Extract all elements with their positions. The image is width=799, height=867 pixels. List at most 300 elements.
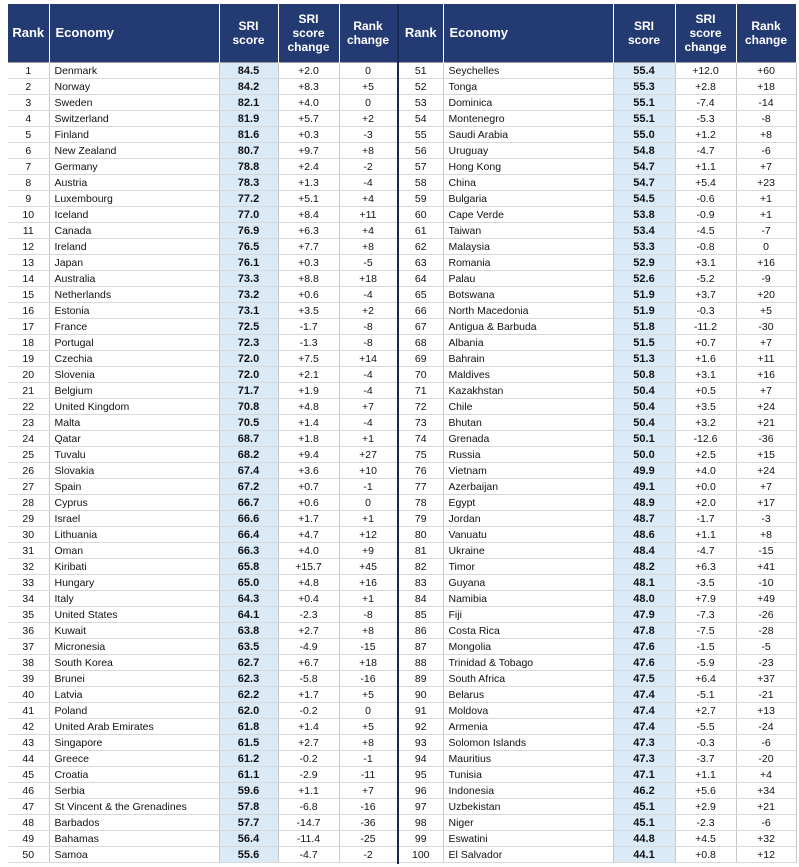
score-change-cell: +5.6: [675, 783, 736, 799]
score-cell: 47.1: [613, 767, 675, 783]
rank-cell: 11: [8, 223, 49, 239]
rank-cell: 41: [8, 703, 49, 719]
score-cell: 51.3: [613, 351, 675, 367]
economy-cell: Norway: [49, 79, 219, 95]
rank-change-cell: +13: [736, 703, 796, 719]
rank-cell: 89: [399, 671, 443, 687]
score-cell: 71.7: [219, 383, 278, 399]
score-change-cell: -4.7: [278, 847, 339, 863]
score-cell: 62.0: [219, 703, 278, 719]
table-row: [8, 175, 397, 191]
score-change-cell: +7.9: [675, 591, 736, 607]
rank-change-cell: -30: [736, 319, 796, 335]
rank-change-cell: +7: [736, 383, 796, 399]
score-cell: 54.7: [613, 159, 675, 175]
economy-cell: Grenada: [443, 431, 613, 447]
table-row: [8, 591, 397, 607]
economy-cell: Kuwait: [49, 623, 219, 639]
economy-cell: Malaysia: [443, 239, 613, 255]
score-cell: 59.6: [219, 783, 278, 799]
economy-cell: New Zealand: [49, 143, 219, 159]
score-change-cell: +0.7: [675, 335, 736, 351]
rank-change-cell: +16: [736, 255, 796, 271]
rank-cell: 57: [399, 159, 443, 175]
score-change-cell: +2.7: [278, 735, 339, 751]
rank-change-cell: +7: [736, 335, 796, 351]
economy-cell: Belgium: [49, 383, 219, 399]
score-cell: 66.7: [219, 495, 278, 511]
score-cell: 54.5: [613, 191, 675, 207]
table-row: [8, 575, 397, 591]
score-change-cell: -5.5: [675, 719, 736, 735]
table-row: [8, 111, 397, 127]
rank-change-cell: +7: [736, 159, 796, 175]
table-row: [8, 719, 397, 735]
rank-change-cell: +7: [736, 479, 796, 495]
score-change-cell: +0.7: [278, 479, 339, 495]
economy-cell: Cyprus: [49, 495, 219, 511]
economy-cell: Uzbekistan: [443, 799, 613, 815]
economy-cell: Armenia: [443, 719, 613, 735]
table-row: [399, 351, 796, 367]
rank-cell: 97: [399, 799, 443, 815]
economy-cell: Seychelles: [443, 63, 613, 79]
score-cell: 73.3: [219, 271, 278, 287]
score-cell: 47.4: [613, 703, 675, 719]
table-row: [8, 703, 397, 719]
economy-cell: Tonga: [443, 79, 613, 95]
table-row: [399, 287, 796, 303]
score-change-cell: -6.8: [278, 799, 339, 815]
rank-cell: 14: [8, 271, 49, 287]
table-row: [399, 239, 796, 255]
table-row: [399, 591, 796, 607]
score-change-cell: +0.6: [278, 495, 339, 511]
economy-cell: United States: [49, 607, 219, 623]
score-change-cell: +0.0: [675, 479, 736, 495]
score-cell: 47.5: [613, 671, 675, 687]
economy-cell: Lithuania: [49, 527, 219, 543]
economy-cell: United Kingdom: [49, 399, 219, 415]
rank-cell: 93: [399, 735, 443, 751]
rank-cell: 58: [399, 175, 443, 191]
table-row: [399, 111, 796, 127]
header-rank: Rank: [8, 4, 49, 63]
rank-change-cell: +16: [339, 575, 397, 591]
rank-cell: 85: [399, 607, 443, 623]
header-economy: Economy: [443, 4, 613, 63]
economy-cell: Brunei: [49, 671, 219, 687]
score-change-cell: +2.9: [675, 799, 736, 815]
table-row: [399, 319, 796, 335]
score-cell: 54.7: [613, 175, 675, 191]
score-change-cell: +2.7: [675, 703, 736, 719]
score-change-cell: -7.4: [675, 95, 736, 111]
rank-cell: 47: [8, 799, 49, 815]
score-change-cell: +3.1: [675, 367, 736, 383]
table-row: [399, 511, 796, 527]
economy-cell: Japan: [49, 255, 219, 271]
rank-change-cell: +1: [736, 207, 796, 223]
table-row: [8, 255, 397, 271]
score-change-cell: -4.5: [675, 223, 736, 239]
economy-cell: Czechia: [49, 351, 219, 367]
table-row: [399, 175, 796, 191]
score-cell: 72.3: [219, 335, 278, 351]
table-row: [399, 143, 796, 159]
rank-change-cell: +45: [339, 559, 397, 575]
score-cell: 47.9: [613, 607, 675, 623]
economy-cell: Namibia: [443, 591, 613, 607]
table-row: [399, 415, 796, 431]
rank-cell: 40: [8, 687, 49, 703]
economy-cell: Kiribati: [49, 559, 219, 575]
rank-change-cell: -36: [736, 431, 796, 447]
rank-cell: 62: [399, 239, 443, 255]
table-row: [399, 79, 796, 95]
table-row: [8, 847, 397, 863]
rank-cell: 24: [8, 431, 49, 447]
economy-cell: Barbados: [49, 815, 219, 831]
score-cell: 62.2: [219, 687, 278, 703]
score-change-cell: +12.0: [675, 63, 736, 79]
rank-cell: 21: [8, 383, 49, 399]
score-change-cell: +1.7: [278, 687, 339, 703]
score-cell: 57.8: [219, 799, 278, 815]
economy-cell: Qatar: [49, 431, 219, 447]
economy-cell: Guyana: [443, 575, 613, 591]
score-change-cell: -11.2: [675, 319, 736, 335]
rank-cell: 94: [399, 751, 443, 767]
score-cell: 61.5: [219, 735, 278, 751]
score-cell: 49.1: [613, 479, 675, 495]
score-cell: 48.6: [613, 527, 675, 543]
economy-cell: Fiji: [443, 607, 613, 623]
rank-change-cell: -11: [339, 767, 397, 783]
rank-change-cell: +5: [339, 719, 397, 735]
rank-cell: 68: [399, 335, 443, 351]
table-row: [8, 783, 397, 799]
rank-cell: 1: [8, 63, 49, 79]
economy-cell: Bahamas: [49, 831, 219, 847]
table-row: [8, 799, 397, 815]
economy-cell: Uruguay: [443, 143, 613, 159]
rank-cell: 86: [399, 623, 443, 639]
score-cell: 55.1: [613, 95, 675, 111]
rank-change-cell: -4: [339, 415, 397, 431]
score-cell: 78.3: [219, 175, 278, 191]
rank-cell: 27: [8, 479, 49, 495]
economy-cell: St Vincent & the Grenadines: [49, 799, 219, 815]
economy-cell: Netherlands: [49, 287, 219, 303]
score-cell: 46.2: [613, 783, 675, 799]
economy-cell: Ireland: [49, 239, 219, 255]
economy-cell: Moldova: [443, 703, 613, 719]
economy-cell: Micronesia: [49, 639, 219, 655]
rank-change-cell: -16: [339, 671, 397, 687]
score-change-cell: +5.4: [675, 175, 736, 191]
table-row: [8, 767, 397, 783]
rank-cell: 52: [399, 79, 443, 95]
rank-cell: 34: [8, 591, 49, 607]
score-change-cell: +0.8: [675, 847, 736, 863]
score-change-cell: -0.3: [675, 735, 736, 751]
score-cell: 50.1: [613, 431, 675, 447]
score-change-cell: +1.1: [278, 783, 339, 799]
rank-cell: 48: [8, 815, 49, 831]
score-change-cell: +8.4: [278, 207, 339, 223]
economy-cell: United Arab Emirates: [49, 719, 219, 735]
score-change-cell: +8.3: [278, 79, 339, 95]
economy-cell: Slovakia: [49, 463, 219, 479]
rank-change-cell: -8: [339, 607, 397, 623]
rank-change-cell: +32: [736, 831, 796, 847]
economy-cell: China: [443, 175, 613, 191]
rank-cell: 64: [399, 271, 443, 287]
rank-cell: 2: [8, 79, 49, 95]
economy-cell: Niger: [443, 815, 613, 831]
score-change-cell: +2.4: [278, 159, 339, 175]
rank-cell: 72: [399, 399, 443, 415]
economy-cell: Malta: [49, 415, 219, 431]
rank-cell: 99: [399, 831, 443, 847]
table-row: [8, 559, 397, 575]
rank-cell: 7: [8, 159, 49, 175]
score-change-cell: -5.3: [675, 111, 736, 127]
table-row: [399, 639, 796, 655]
economy-cell: Poland: [49, 703, 219, 719]
score-cell: 45.1: [613, 815, 675, 831]
score-cell: 52.9: [613, 255, 675, 271]
rank-cell: 4: [8, 111, 49, 127]
rank-cell: 19: [8, 351, 49, 367]
rank-change-cell: +12: [736, 847, 796, 863]
score-change-cell: +15.7: [278, 559, 339, 575]
economy-cell: Luxembourg: [49, 191, 219, 207]
rank-change-cell: -8: [339, 319, 397, 335]
table-row: [399, 95, 796, 111]
table-row: [399, 63, 796, 79]
rank-change-cell: -25: [339, 831, 397, 847]
score-cell: 62.3: [219, 671, 278, 687]
score-cell: 51.9: [613, 287, 675, 303]
economy-cell: Bahrain: [443, 351, 613, 367]
rank-cell: 74: [399, 431, 443, 447]
table-row: [8, 207, 397, 223]
rank-cell: 51: [399, 63, 443, 79]
economy-cell: Canada: [49, 223, 219, 239]
score-cell: 49.9: [613, 463, 675, 479]
economy-cell: Trinidad & Tobago: [443, 655, 613, 671]
score-change-cell: -3.7: [675, 751, 736, 767]
rank-cell: 8: [8, 175, 49, 191]
table-row: [8, 303, 397, 319]
rank-cell: 9: [8, 191, 49, 207]
rank-change-cell: -9: [736, 271, 796, 287]
rank-cell: 29: [8, 511, 49, 527]
table-row: [399, 559, 796, 575]
rank-change-cell: +27: [339, 447, 397, 463]
rank-change-cell: -1: [339, 751, 397, 767]
rank-change-cell: -3: [339, 127, 397, 143]
score-cell: 81.6: [219, 127, 278, 143]
economy-cell: Austria: [49, 175, 219, 191]
economy-cell: Antigua & Barbuda: [443, 319, 613, 335]
economy-cell: Solomon Islands: [443, 735, 613, 751]
rank-cell: 20: [8, 367, 49, 383]
rank-change-cell: +18: [339, 271, 397, 287]
economy-cell: North Macedonia: [443, 303, 613, 319]
header-score-change: SRI score change: [675, 4, 736, 63]
score-cell: 67.4: [219, 463, 278, 479]
score-cell: 84.2: [219, 79, 278, 95]
score-change-cell: +9.7: [278, 143, 339, 159]
economy-cell: Azerbaijan: [443, 479, 613, 495]
economy-cell: Dominica: [443, 95, 613, 111]
rank-change-cell: +4: [339, 191, 397, 207]
rank-change-cell: -4: [339, 367, 397, 383]
rank-cell: 70: [399, 367, 443, 383]
table-row: [8, 223, 397, 239]
header-score: SRI score: [219, 4, 278, 63]
table-row: [399, 623, 796, 639]
score-change-cell: +3.5: [278, 303, 339, 319]
header-row: [399, 4, 796, 63]
score-change-cell: -5.2: [675, 271, 736, 287]
economy-cell: Egypt: [443, 495, 613, 511]
table-row: [8, 831, 397, 847]
rank-cell: 69: [399, 351, 443, 367]
rank-cell: 65: [399, 287, 443, 303]
economy-cell: Russia: [443, 447, 613, 463]
rank-cell: 35: [8, 607, 49, 623]
rank-change-cell: +1: [339, 591, 397, 607]
rank-cell: 23: [8, 415, 49, 431]
economy-cell: Oman: [49, 543, 219, 559]
rank-cell: 15: [8, 287, 49, 303]
rank-change-cell: +8: [339, 735, 397, 751]
score-cell: 84.5: [219, 63, 278, 79]
score-cell: 50.0: [613, 447, 675, 463]
score-change-cell: +4.0: [675, 463, 736, 479]
rank-cell: 6: [8, 143, 49, 159]
table-row: [399, 127, 796, 143]
table-row: [399, 527, 796, 543]
table-row: [399, 847, 796, 863]
rank-change-cell: -7: [736, 223, 796, 239]
rank-change-cell: +8: [339, 143, 397, 159]
rank-cell: 17: [8, 319, 49, 335]
score-change-cell: -14.7: [278, 815, 339, 831]
rank-change-cell: +7: [339, 399, 397, 415]
score-cell: 47.4: [613, 687, 675, 703]
rank-change-cell: +1: [339, 511, 397, 527]
score-cell: 70.8: [219, 399, 278, 415]
rank-change-cell: +23: [736, 175, 796, 191]
rank-change-cell: 0: [339, 495, 397, 511]
table-row: [8, 335, 397, 351]
economy-cell: Vanuatu: [443, 527, 613, 543]
header-rank-change: Rank change: [736, 4, 796, 63]
header-economy: Economy: [49, 4, 219, 63]
table-row: [399, 383, 796, 399]
rank-cell: 38: [8, 655, 49, 671]
score-cell: 64.3: [219, 591, 278, 607]
rank-change-cell: 0: [736, 239, 796, 255]
economy-cell: Saudi Arabia: [443, 127, 613, 143]
score-change-cell: +0.5: [675, 383, 736, 399]
header-score: SRI score: [613, 4, 675, 63]
score-change-cell: -7.5: [675, 623, 736, 639]
rank-cell: 37: [8, 639, 49, 655]
economy-cell: Hungary: [49, 575, 219, 591]
table-row: [8, 463, 397, 479]
economy-cell: El Salvador: [443, 847, 613, 863]
score-change-cell: -2.9: [278, 767, 339, 783]
table-row: [8, 95, 397, 111]
score-change-cell: -0.9: [675, 207, 736, 223]
rank-cell: 46: [8, 783, 49, 799]
score-change-cell: +0.4: [278, 591, 339, 607]
rank-cell: 44: [8, 751, 49, 767]
score-cell: 44.1: [613, 847, 675, 863]
score-cell: 50.4: [613, 383, 675, 399]
rank-change-cell: +4: [736, 767, 796, 783]
table-row: [8, 815, 397, 831]
rank-change-cell: -24: [736, 719, 796, 735]
score-change-cell: +2.0: [278, 63, 339, 79]
header-rank: Rank: [399, 4, 443, 63]
table-row: [399, 479, 796, 495]
table-row: [8, 671, 397, 687]
economy-cell: Belarus: [443, 687, 613, 703]
rank-cell: 59: [399, 191, 443, 207]
rank-change-cell: +8: [736, 127, 796, 143]
score-change-cell: +4.0: [278, 95, 339, 111]
rank-change-cell: -10: [736, 575, 796, 591]
score-change-cell: -1.7: [675, 511, 736, 527]
table-row: [399, 783, 796, 799]
score-cell: 48.4: [613, 543, 675, 559]
rank-cell: 26: [8, 463, 49, 479]
rank-change-cell: +1: [736, 191, 796, 207]
header-score-change: SRI score change: [278, 4, 339, 63]
rank-change-cell: +17: [736, 495, 796, 511]
score-change-cell: +2.5: [675, 447, 736, 463]
score-cell: 72.5: [219, 319, 278, 335]
rank-change-cell: +18: [339, 655, 397, 671]
rank-cell: 56: [399, 143, 443, 159]
economy-cell: Iceland: [49, 207, 219, 223]
rank-change-cell: +21: [736, 415, 796, 431]
score-change-cell: -7.3: [675, 607, 736, 623]
economy-cell: Mauritius: [443, 751, 613, 767]
score-change-cell: +1.3: [278, 175, 339, 191]
score-change-cell: +3.7: [675, 287, 736, 303]
rank-change-cell: +5: [339, 687, 397, 703]
score-cell: 47.3: [613, 735, 675, 751]
score-cell: 65.8: [219, 559, 278, 575]
score-cell: 55.4: [613, 63, 675, 79]
rank-change-cell: +8: [339, 239, 397, 255]
rank-change-cell: -5: [736, 639, 796, 655]
rank-change-cell: +8: [736, 527, 796, 543]
score-change-cell: -0.6: [675, 191, 736, 207]
table-row: [399, 767, 796, 783]
rank-cell: 63: [399, 255, 443, 271]
rank-change-cell: +10: [339, 463, 397, 479]
rank-change-cell: +5: [339, 79, 397, 95]
